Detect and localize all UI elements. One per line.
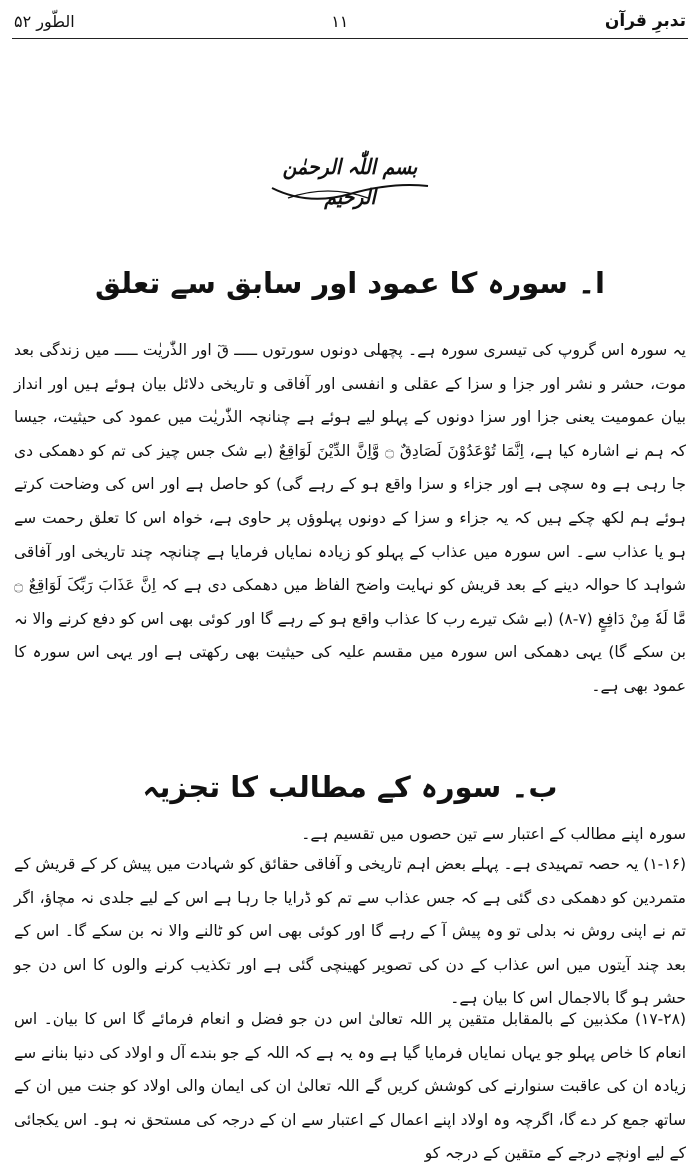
basmala-flourish bbox=[268, 180, 432, 206]
basmala-calligraphy: بسم اللّٰہ الرحمٰن الرحیم bbox=[282, 154, 418, 209]
section-heading-alif: ا۔ سورہ کا عمود اور سابق سے تعلق bbox=[95, 266, 605, 300]
book-title: تدبرِ قرآن bbox=[604, 11, 686, 31]
section-2-intro: سورہ اپنے مطالب کے اعتبار سے تین حصوں میں تقسیم ہے۔ bbox=[301, 825, 686, 843]
header-divider bbox=[12, 38, 688, 39]
surah-reference: الطّور ۵۲ bbox=[14, 11, 75, 31]
running-header bbox=[14, 6, 686, 36]
section-2-part-2: (۱۷-۲۸) مکذبین کے بالمقابل متقین پر اللہ تعالیٰ اس دن جو فضل و انعام فرمائے گا اس کا بیان۔ اس انعام کا خاص پہلو جو یہاں نمایاں فرمایا گیا ہے وہ یہ ہے کہ اللہ کے جو بندے آل و اولاد کی دنیا بنانے سے زیادہ ان کی عاقبت سنوارنے کی کوشش کریں گے اللہ تعالیٰ ان کی ایمان والی اولاد کو جنت میں ان کے ساتھ جمع کر دے گا، اگرچہ وہ اولاد اپنے اعمال کے اعتبار سے ان کے درجہ کی مستحق نہ ہو۔ اس یکجائی کے لیے اونچے درجے کے متقین کے درجہ کو bbox=[14, 1010, 686, 1163]
page-number: ۱۱ bbox=[331, 11, 349, 31]
section-1-paragraph: یہ سورہ اس گروپ کی تیسری سورہ ہے۔ پچھلی دونوں سورتوں ـــــ قٓ اور الذّٰریٰت ـــــ میں زندگی بعد موت، حشر و نشر اور جزا و سزا کے عقلی و انفسی اور آفاقی و تاریخی دلائل بیان ہوئے ہیں اور انداز بیان عمومیت یعنی جزا اور سزا دونوں کے پہلو لیے ہوئے ہے چنانچہ الذّٰریٰت میں عمود کی حیثیت، جیسا کہ ہم نے اشارہ کیا ہے، اِنَّمَا تُوْعَدُوْنَ لَصَادِقٌ ۝ وَّاِنَّ الدِّیْنَ لَوَاقِعٌ (بے شک جس چیز کی تم کو دھمکی دی جا رہی ہے وہ سچی ہے اور جزاء و سزا واقع ہو کے رہے گی) کو حاصل ہے اور اس کی وضاحت کرتے ہوئے ہم لکھ چکے ہیں کہ یہ جزاء و سزا کے دونوں پہلوؤں پر حاوی ہے، خواہ اس کا تعلق رحمت سے ہو یا عذاب سے۔ اس سورہ میں عذاب کے پہلو کو زیادہ نمایاں فرمایا ہے چنانچہ چند تاریخی اور آفاقی شواہد کا حوالہ دینے کے بعد قریش کو نہایت واضح الفاظ میں دھمکی دی ہے کہ اِنَّ عَذَابَ رَبِّکَ لَوَاقِعٌ ۝ مَّا لَهٗ مِنْ دَافِعٍ (۷-۸) (بے شک تیرے رب کا عذاب واقع ہو کے رہے گا اور کوئی بھی اس کو دفع کرنے والا نہ بن سکے گا) یہی دھمکی اس سورہ میں مقسم علیہ کی حیثیت بھی رکھتی ہے اور یہی اس سورہ کا عمود بھی ہے۔ bbox=[14, 341, 686, 695]
section-heading-bay: ب۔ سورہ کے مطالب کا تجزیہ bbox=[142, 770, 558, 804]
section-2-part-1: (۱-۱۶) یہ حصہ تمہیدی ہے۔ پہلے بعض اہم تاریخی و آفاقی حقائق کو شہادت میں پیش کر کے قریش کے متمردین کو دھمکی دی گئی ہے کہ جس عذاب سے تم کو ڈرایا جا رہا ہے اس کے لیے جلدی نہ مچاؤ، اگر تم نے اپنی روش نہ بدلی تو وہ پیش آ کے رہے گا اور کوئی بھی اس کو ٹالنے والا نہ بن سکے گا۔ اس کے بعد چند آیتوں میں اس عذاب کے دن کی تصویر کھینچی گئی ہے اور تکذیب کرنے والوں کا اس دن جو حشر ہو گا بالاجمال اس کا بیان ہے۔ bbox=[14, 855, 686, 1008]
